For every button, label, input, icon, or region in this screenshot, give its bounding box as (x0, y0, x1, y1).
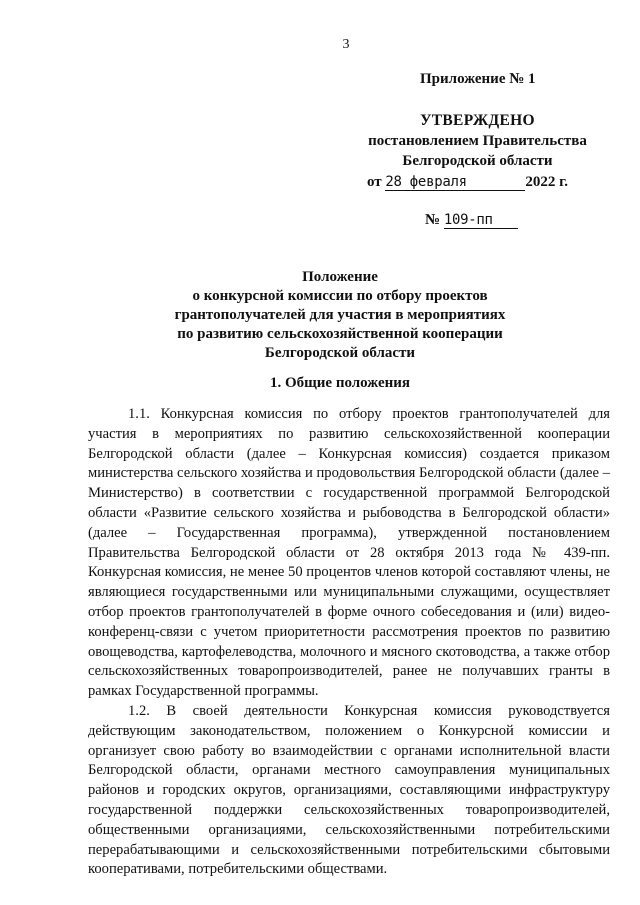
section-heading: 1. Общие положения (269, 375, 411, 391)
number-handwritten-field: 109-пп (444, 212, 518, 229)
title-line-3: грантополучателей для участия в мероприятиях (174, 307, 506, 323)
page-number: 3 (342, 37, 350, 52)
approved-title: УТВЕРЖДЕНО (420, 112, 535, 129)
date-prefix: от (367, 174, 382, 190)
date-handwritten-field: 28 февраля (385, 174, 525, 191)
title-line-5: Белгородской области (264, 345, 416, 361)
title-line-2: о конкурсной комиссии по отбору проектов (192, 288, 488, 304)
approved-by-line: постановлением Правительства (368, 133, 587, 149)
title-line-4: по развитию сельскохозяйственной кооперации (177, 326, 503, 342)
document-title (0, 268, 640, 363)
title-line-1: Положение (302, 269, 378, 285)
paragraph-1-2: 1.2. В своей деятельности Конкурсная комиссия руководствуется действующим законодательством, положением о Конкурсной комиссии и организует свою работу во взаимодействии с органами исполнительной власти Белгородской области, органами местного самоуправления муниципальных районов и городских округов, организациями, составляющими инфраструктуру государственной поддержки сельскохозяйственных товаропроизводителей, общественными организациями, сельскохозяйственными потребительскими перерабатывающими и сельскохозяйственными потребительскими сбытовыми кооперативами, потребительскими обществами. (88, 702, 610, 878)
number-prefix: № (425, 212, 441, 228)
approval-stamp-block (355, 111, 600, 230)
approval-number-line (355, 210, 600, 230)
paragraph-1-1: 1.1. Конкурсная комиссия по отбору проектов грантополучателей для участия в мероприятиях по развитию сельскохозяйственной кооперации Белгородской области (далее – Конкурсная комиссия) создается приказом министерства сельского хозяйства и продовольствия Белгородской области (далее – Министерство) в соответствии с государственной программой Белгородской области «Развитие сельского хозяйства и рыбоводства в Белгородской области» (далее – Государственная программа), утвержденной постановлением Правительства Белгородской области от 28 октября 2013 года № 439-пп. Конкурсная комиссия, не менее 50 процентов членов которой составляют члены, не являющиеся государственными или муниципальными служащими, осуществляет отбор проектов грантополучателей в форме очного собеседования и (или) видео-конференц-связи с учетом приоритетности рассмотрения проектов по развитию овощеводства, картофелеводства, молочного и мясного скотоводства, а также отбор сельскохозяйственных товаропроизводителей, ранее не получавших гранты в рамках Государственной программы. (88, 406, 610, 700)
approved-region-line: Белгородской области (402, 153, 553, 169)
approval-date-line (355, 172, 600, 192)
appendix-label: Приложение № 1 (420, 71, 536, 87)
date-year: 2022 г. (525, 174, 569, 190)
body-text (88, 405, 610, 880)
